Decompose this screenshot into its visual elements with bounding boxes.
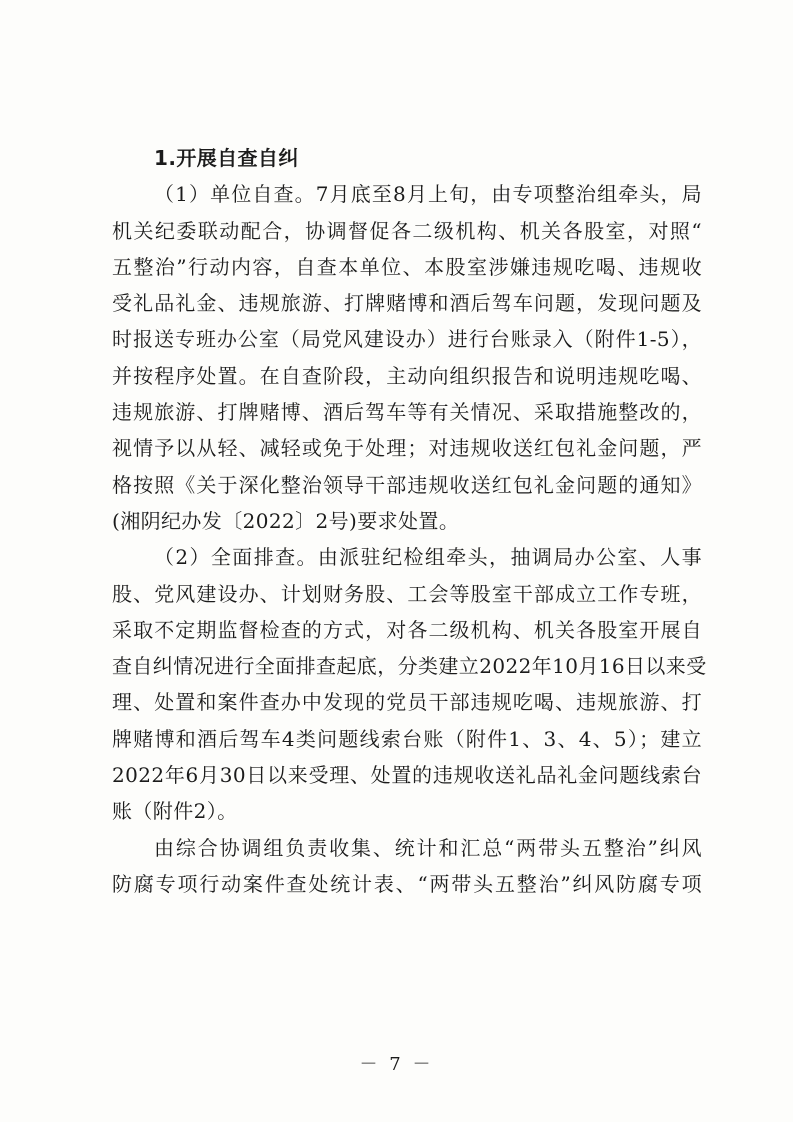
paragraph-line: 受礼品礼金、违规旅游、打牌赌博和酒后驾车问题，发现问题及 [112,291,702,316]
paragraph-line: 五整治”行动内容，自查本单位、本股室涉嫌违规吃喝、违规收 [112,254,702,279]
paragraph-line: 股、党风建设办、计划财务股、工会等股室干部成立工作专班， [112,581,702,606]
paragraph-line: 理、处置和案件查办中发现的党员干部违规吃喝、违规旅游、打 [112,690,702,715]
paragraph-line: 账（附件2）。 [112,799,238,824]
page-number: － 7 － [359,1054,434,1075]
paragraph-line: （2）全面排查。由派驻纪检组牵头，抽调局办公室、人事 [154,545,702,570]
paragraph-line: 机关纪委联动配合，协调督促各二级机构、机关各股室，对照“ [112,218,702,243]
paragraph-line: 时报送专班办公室（局党风建设办）进行台账录入（附件1-5）， [112,327,702,352]
paragraph-line: 由综合协调组负责收集、统计和汇总“两带头五整治”纠风 [154,835,702,860]
paragraph-line: 视情予以从轻、减轻或免于处理；对违规收送红包礼金问题，严 [112,436,702,461]
paragraph-line: 并按程序处置。在自查阶段，主动向组织报告和说明违规吃喝、 [112,363,702,388]
paragraph-line: 2022年6月30日以来受理、处置的违规收送礼品礼金问题线索台 [112,763,702,788]
paragraph-line: 牌赌博和酒后驾车4类问题线索台账（附件1、3、4、5）；建立 [112,726,702,751]
section-heading: 1.开展自查自纠 [154,146,299,170]
paragraph-line: 查自纠情况进行全面排查起底，分类建立2022年10月16日以来受 [112,654,707,679]
paragraph-line: 采取不定期监督检查的方式，对各二级机构、机关各股室开展自 [112,617,702,642]
paragraph-line: 格按照《关于深化整治领导干部违规收送红包礼金问题的通知》 [112,472,702,497]
paragraph-line: (湘阴纪办发〔2022〕2号)要求处置。 [112,508,460,533]
document-body [112,140,707,902]
paragraph-line: （1）单位自查。7月底至8月上旬，由专项整治组牵头，局 [154,182,702,207]
paragraph-line: 防腐专项行动案件查处统计表、“两带头五整治”纠风防腐专项 [112,871,702,896]
paragraph-line: 违规旅游、打牌赌博、酒后驾车等有关情况、采取措施整改的， [112,400,702,425]
